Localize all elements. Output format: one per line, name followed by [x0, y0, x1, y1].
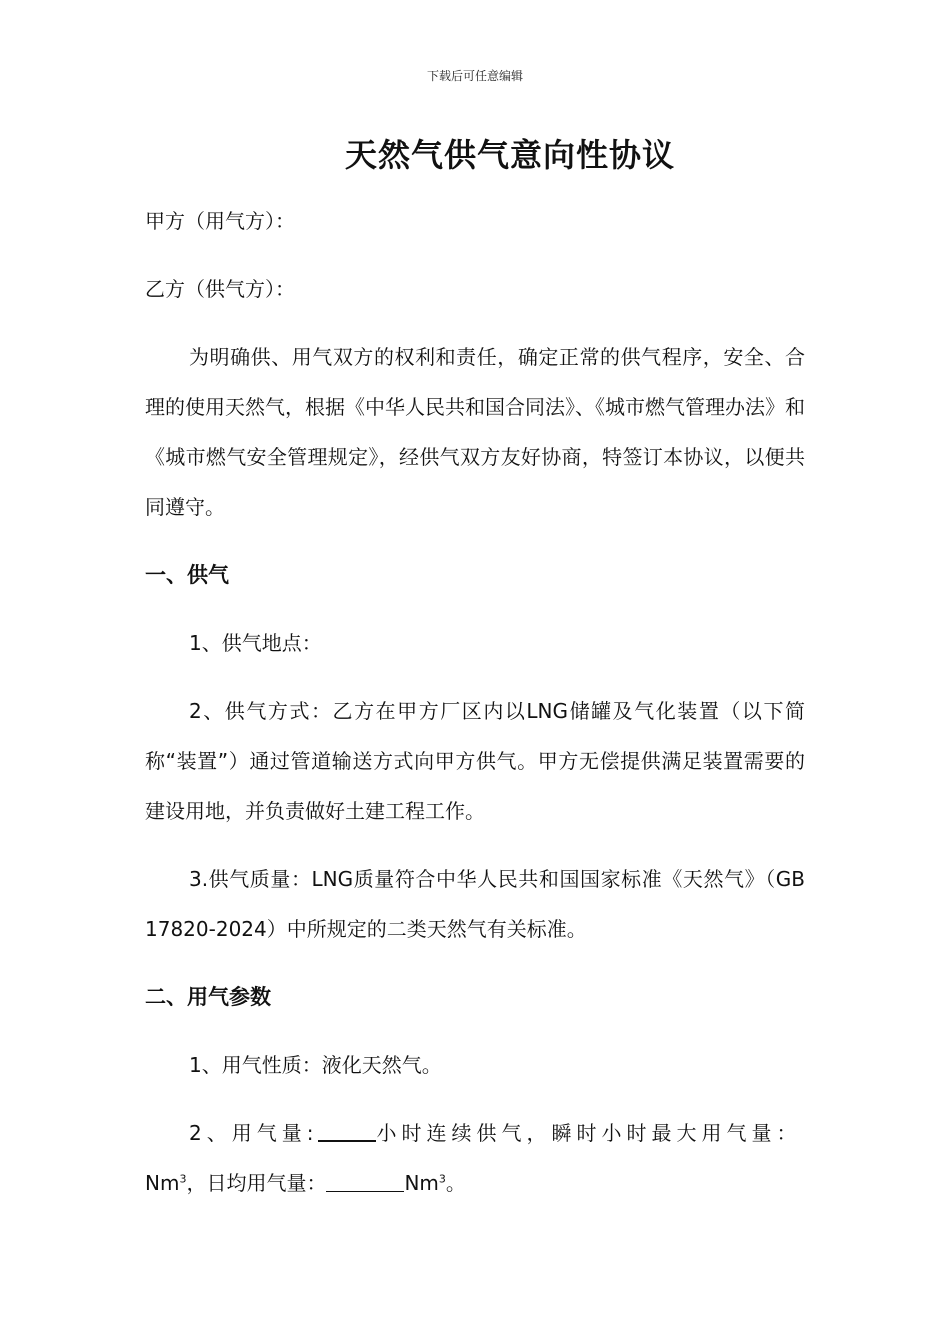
supply-method: 2、供气方式：乙方在甲方厂区内以LNG储罐及气化装置（以下简称“装置”）通过管道输送方式向甲方供气。甲方无偿提供满足装置需要的建设用地，并负责做好土建工程工作。 — [145, 699, 805, 823]
intro-paragraph: 为明确供、用气双方的权利和责任，确定正常的供气程序，安全、合理的使用天然气，根据《中华人民共和国合同法》、《城市燃气管理办法》和《城市燃气安全管理规定》，经供气双方友好协商，特签订本协议，以便共同遵守。 — [145, 345, 805, 519]
usage-volume — [145, 1108, 805, 1208]
party-b-line: 乙方（供气方）： — [145, 277, 295, 301]
usage-volume-middle: 小时连续供气，瞬时小时最大用气量： — [376, 1121, 802, 1145]
supply-quality: 3.供气质量：LNG质量符合中华人民共和国国家标准《天然气》（GB 17820-2024）中所规定的二类天然气有关标准。 — [145, 867, 805, 941]
usage-type: 1、用气性质：液化天然气。 — [189, 1053, 442, 1077]
party-a-line: 甲方（用气方）： — [145, 209, 295, 233]
daily-usage-blank — [326, 1169, 404, 1192]
document-body — [145, 196, 805, 1208]
daily-usage-label: ，日均用气量： — [186, 1171, 327, 1195]
usage-volume-prefix: 2、用气量: — [189, 1121, 319, 1145]
unit-nm-2: Nm — [404, 1171, 439, 1195]
header-note: 下载后可任意编辑 — [426, 69, 523, 83]
unit-nm-1: Nm — [145, 1171, 180, 1195]
section-2-heading: 二、用气参数 — [145, 985, 271, 1009]
section-1-heading: 一、供气 — [145, 563, 229, 587]
unit-sup-1: 3 — [179, 1172, 187, 1186]
hours-blank — [318, 1118, 376, 1142]
document-title: 天然气供气意向性协议 — [344, 136, 675, 174]
unit-sup-2: 3 — [438, 1172, 446, 1186]
usage-volume-end: 。 — [445, 1171, 466, 1195]
supply-location: 1、供气地点： — [189, 631, 322, 655]
